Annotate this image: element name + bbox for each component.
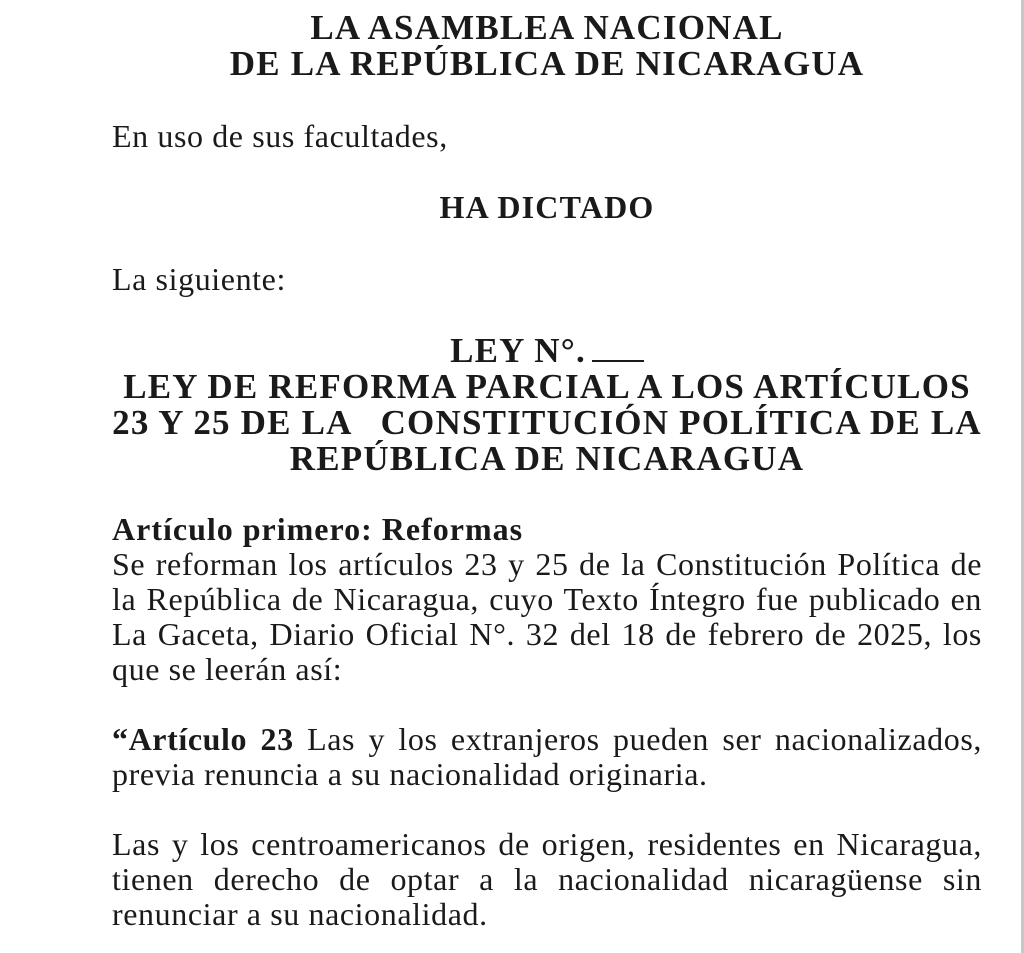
article-one-body: Se reforman los artículos 23 y 25 de la Constitución Política de la República de Nicaragua, cuyo Texto Íntegro fue publicado en La Gaceta, Diario Oficial N°. 32 del 18 de febrero de 2025, los que se leerán así:: [112, 546, 982, 687]
law-title-line3: REPÚBLICA DE NICARAGUA: [289, 439, 805, 478]
assembly-heading: [112, 10, 982, 82]
article-one-heading: Artículo primero: Reformas: [112, 511, 524, 547]
assembly-heading-line2: DE LA REPÚBLICA DE NICARAGUA: [229, 44, 865, 83]
la-siguiente-text: La siguiente:: [112, 261, 286, 297]
law-number-label: LEY N°.: [450, 331, 586, 370]
law-title-block: [112, 333, 982, 477]
law-title-line2: 23 Y 25 DE LA CONSTITUCIÓN POLÍTICA DE LA: [112, 403, 982, 442]
article-23-text: Las y los extranjeros pueden ser nacionalizados, previa renuncia a su nacionalidad originaria.: [112, 721, 982, 792]
article-23-paragraph: [112, 722, 982, 792]
law-number-line: [112, 333, 982, 369]
assembly-heading-line1: LA ASAMBLEA NACIONAL: [310, 8, 784, 47]
law-title-line1: LEY DE REFORMA PARCIAL A LOS ARTÍCULOS: [123, 367, 971, 406]
article-23-second-paragraph: Las y los centroamericanos de origen, residentes en Nicaragua, tienen derecho de optar a la nacionalidad nicaragüense sin renunciar a su nacionalidad.: [112, 826, 982, 932]
preamble-text: En uso de sus facultades,: [112, 118, 448, 154]
document-page: [112, 10, 982, 932]
ha-dictado-heading: HA DICTADO: [439, 189, 655, 225]
article-23-label: “Artículo 23: [112, 721, 294, 757]
law-number-blank: [592, 334, 644, 362]
